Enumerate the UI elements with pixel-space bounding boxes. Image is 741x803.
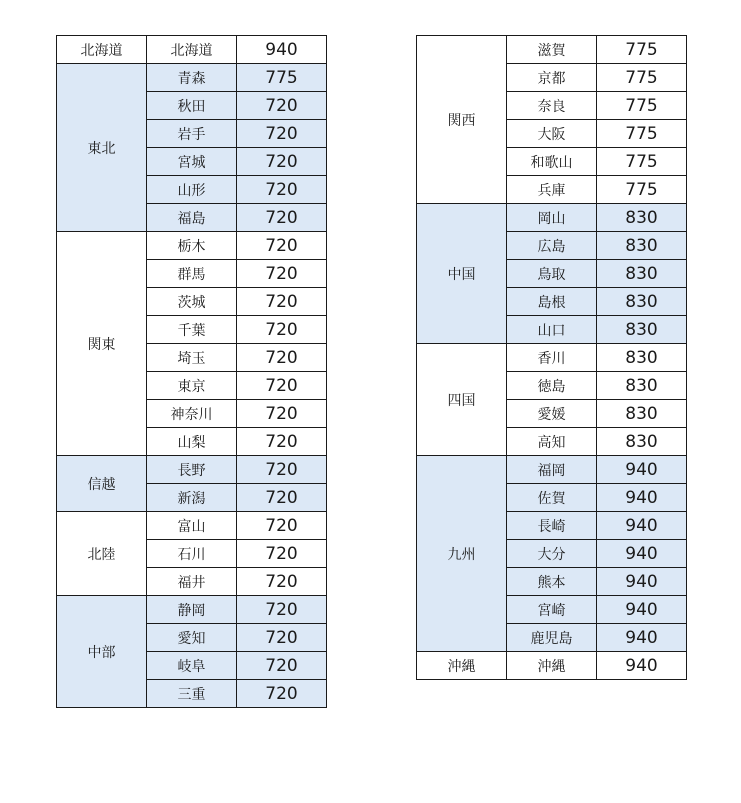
value-cell: 720 — [237, 512, 327, 540]
value-cell: 720 — [237, 120, 327, 148]
prefecture-cell: 高知 — [507, 428, 597, 456]
value-cell: 775 — [597, 120, 687, 148]
region-cell: 中部 — [57, 596, 147, 708]
value-cell: 830 — [597, 344, 687, 372]
value-cell: 720 — [237, 596, 327, 624]
table-row — [57, 36, 327, 64]
prefecture-cell: 石川 — [147, 540, 237, 568]
prefecture-cell: 福井 — [147, 568, 237, 596]
region-cell: 関西 — [417, 36, 507, 204]
value-cell: 720 — [237, 316, 327, 344]
table-row — [57, 64, 327, 92]
value-cell: 720 — [237, 400, 327, 428]
value-cell: 720 — [237, 652, 327, 680]
value-cell: 940 — [597, 596, 687, 624]
table-row — [417, 344, 687, 372]
value-cell: 720 — [237, 456, 327, 484]
prefecture-cell: 宮城 — [147, 148, 237, 176]
prefecture-cell: 福岡 — [507, 456, 597, 484]
region-cell: 北海道 — [57, 36, 147, 64]
prefecture-cell: 和歌山 — [507, 148, 597, 176]
table-row — [57, 456, 327, 484]
value-cell: 830 — [597, 288, 687, 316]
prefecture-cell: 青森 — [147, 64, 237, 92]
region-cell: 沖縄 — [417, 652, 507, 680]
table-row — [57, 512, 327, 540]
prefecture-cell: 岐阜 — [147, 652, 237, 680]
value-cell: 720 — [237, 568, 327, 596]
prefecture-cell: 島根 — [507, 288, 597, 316]
value-cell: 940 — [597, 512, 687, 540]
region-cell: 四国 — [417, 344, 507, 456]
value-cell: 720 — [237, 540, 327, 568]
value-cell: 720 — [237, 232, 327, 260]
table-row — [417, 456, 687, 484]
region-cell: 関東 — [57, 232, 147, 456]
value-cell: 940 — [237, 36, 327, 64]
right-rate-table — [416, 35, 687, 680]
value-cell: 775 — [597, 148, 687, 176]
value-cell: 720 — [237, 484, 327, 512]
value-cell: 940 — [597, 652, 687, 680]
prefecture-cell: 沖縄 — [507, 652, 597, 680]
value-cell: 830 — [597, 260, 687, 288]
prefecture-cell: 栃木 — [147, 232, 237, 260]
value-cell: 720 — [237, 680, 327, 708]
prefecture-cell: 佐賀 — [507, 484, 597, 512]
prefecture-cell: 東京 — [147, 372, 237, 400]
value-cell: 830 — [597, 316, 687, 344]
table-row — [57, 596, 327, 624]
region-cell: 北陸 — [57, 512, 147, 596]
value-cell: 940 — [597, 568, 687, 596]
prefecture-cell: 兵庫 — [507, 176, 597, 204]
value-cell: 775 — [597, 36, 687, 64]
prefecture-cell: 奈良 — [507, 92, 597, 120]
value-cell: 940 — [597, 456, 687, 484]
prefecture-cell: 静岡 — [147, 596, 237, 624]
value-cell: 720 — [237, 92, 327, 120]
value-cell: 830 — [597, 428, 687, 456]
prefecture-cell: 滋賀 — [507, 36, 597, 64]
prefecture-cell: 愛媛 — [507, 400, 597, 428]
prefecture-cell: 鹿児島 — [507, 624, 597, 652]
prefecture-cell: 岩手 — [147, 120, 237, 148]
table-row — [57, 232, 327, 260]
prefecture-cell: 広島 — [507, 232, 597, 260]
region-cell: 中国 — [417, 204, 507, 344]
value-cell: 720 — [237, 204, 327, 232]
prefecture-cell: 神奈川 — [147, 400, 237, 428]
prefecture-cell: 北海道 — [147, 36, 237, 64]
prefecture-cell: 山口 — [507, 316, 597, 344]
value-cell: 720 — [237, 372, 327, 400]
prefecture-cell: 群馬 — [147, 260, 237, 288]
value-cell: 775 — [237, 64, 327, 92]
region-cell: 信越 — [57, 456, 147, 512]
prefecture-cell: 熊本 — [507, 568, 597, 596]
value-cell: 940 — [597, 624, 687, 652]
value-cell: 720 — [237, 344, 327, 372]
value-cell: 720 — [237, 428, 327, 456]
value-cell: 830 — [597, 372, 687, 400]
prefecture-cell: 京都 — [507, 64, 597, 92]
prefecture-cell: 千葉 — [147, 316, 237, 344]
prefecture-cell: 茨城 — [147, 288, 237, 316]
prefecture-cell: 岡山 — [507, 204, 597, 232]
prefecture-cell: 大分 — [507, 540, 597, 568]
region-cell: 東北 — [57, 64, 147, 232]
value-cell: 775 — [597, 176, 687, 204]
prefecture-cell: 新潟 — [147, 484, 237, 512]
value-cell: 940 — [597, 484, 687, 512]
table-row — [417, 204, 687, 232]
prefecture-cell: 山形 — [147, 176, 237, 204]
value-cell: 775 — [597, 92, 687, 120]
value-cell: 775 — [597, 64, 687, 92]
prefecture-cell: 徳島 — [507, 372, 597, 400]
value-cell: 720 — [237, 288, 327, 316]
prefecture-cell: 香川 — [507, 344, 597, 372]
prefecture-cell: 長野 — [147, 456, 237, 484]
value-cell: 720 — [237, 260, 327, 288]
prefecture-cell: 秋田 — [147, 92, 237, 120]
prefecture-cell: 埼玉 — [147, 344, 237, 372]
value-cell: 940 — [597, 540, 687, 568]
value-cell: 830 — [597, 232, 687, 260]
value-cell: 830 — [597, 400, 687, 428]
prefecture-cell: 宮崎 — [507, 596, 597, 624]
value-cell: 720 — [237, 148, 327, 176]
prefecture-cell: 福島 — [147, 204, 237, 232]
value-cell: 830 — [597, 204, 687, 232]
table-row — [417, 36, 687, 64]
prefecture-cell: 長崎 — [507, 512, 597, 540]
prefecture-cell: 富山 — [147, 512, 237, 540]
table-row — [417, 652, 687, 680]
region-cell: 九州 — [417, 456, 507, 652]
prefecture-cell: 鳥取 — [507, 260, 597, 288]
prefecture-cell: 大阪 — [507, 120, 597, 148]
left-rate-table — [56, 35, 327, 708]
value-cell: 720 — [237, 176, 327, 204]
value-cell: 720 — [237, 624, 327, 652]
prefecture-cell: 山梨 — [147, 428, 237, 456]
prefecture-cell: 愛知 — [147, 624, 237, 652]
prefecture-cell: 三重 — [147, 680, 237, 708]
